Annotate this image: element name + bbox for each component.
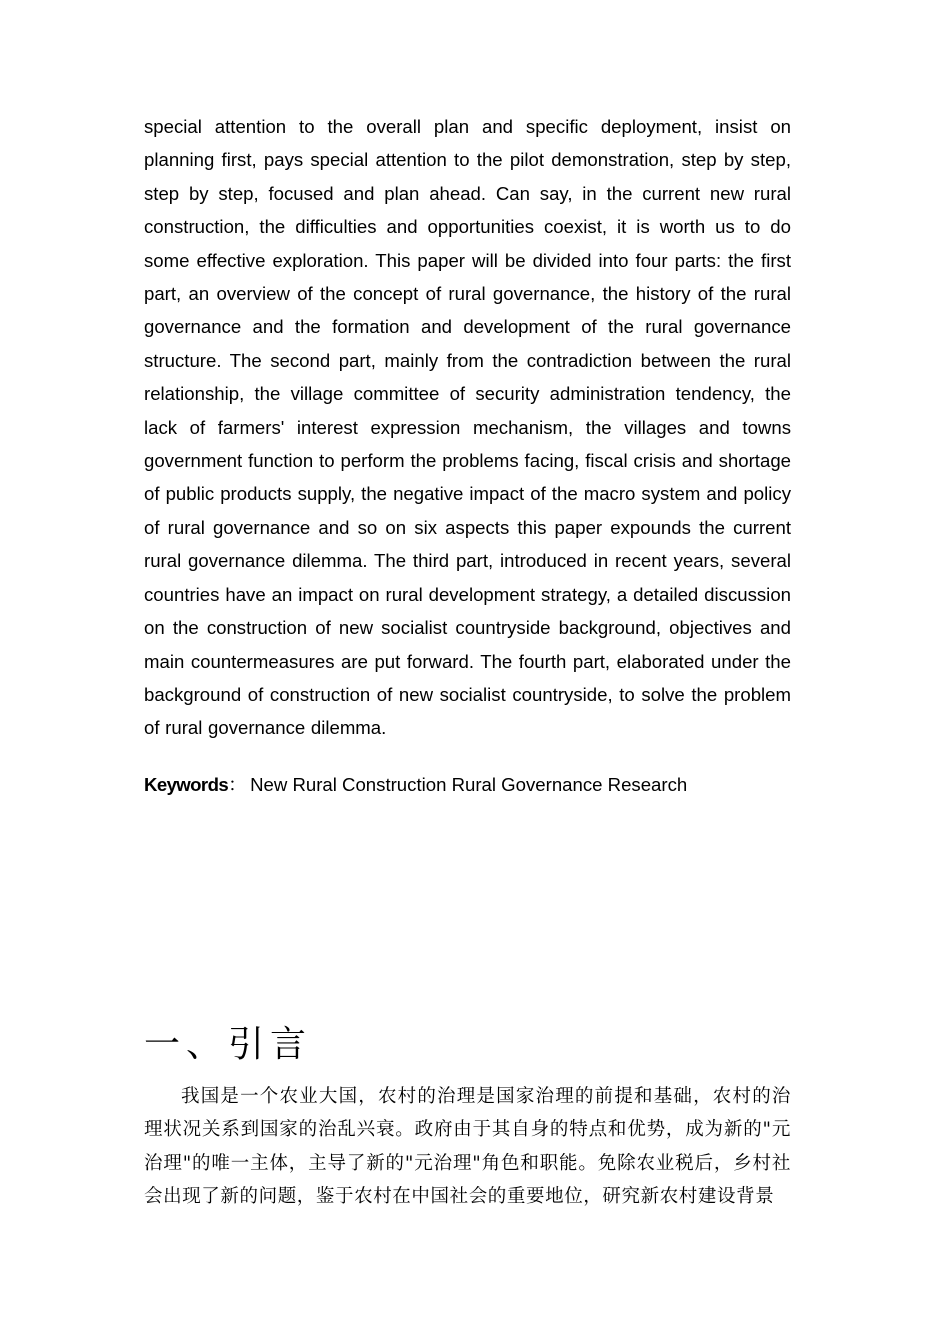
keywords-label: Keywords bbox=[144, 774, 229, 795]
keywords-value: New Rural Construction Rural Governance Research bbox=[250, 774, 688, 795]
keywords-separator: ： bbox=[228, 774, 247, 795]
abstract-paragraph: special attention to the overall plan and specific deployment, insist on planning first, pays special attention to the pilot demonstration, step by step, step by step, focused and plan ahead. Can say, in the current new rural construction, the difficulties and opportunities coexist, it is worth us to do some effective exploration. This paper will be divided into four parts: the first part, an overview of the concept of rural governance, the history of the rural governance and the formation and development of the rural governance structure. The second part, mainly from the contradiction between the rural relationship, the village committee of security administration tendency, the lack of farmers' interest expression mechanism, the villages and towns government function to perform the problems facing, fiscal crisis and shortage of public products supply, the negative impact of the macro system and policy of rural governance and so on six aspects this paper expounds the current rural governance dilemma. The third part, introduced in recent years, several countries have an impact on rural development strategy, a detailed discussion on the construction of new socialist countryside background, objectives and main countermeasures are put forward. The fourth part, elaborated under the background of construction of new socialist countryside, to solve the problem of rural governance dilemma. bbox=[144, 116, 791, 739]
section-heading: 一、引言 bbox=[144, 1024, 313, 1065]
keywords-line bbox=[144, 770, 791, 800]
section-body-paragraph: 我国是一个农业大国，农村的治理是国家治理的前提和基础，农村的治理状况关系到国家的治乱兴衰。政府由于其自身的特点和优势，成为新的"元治理"的唯一主体，主导了新的"元治理"角色和职能。免除农业税后，乡村社会出现了新的问题，鉴于农村在中国社会的重要地位，研究新农村建设背景 bbox=[144, 1086, 791, 1207]
